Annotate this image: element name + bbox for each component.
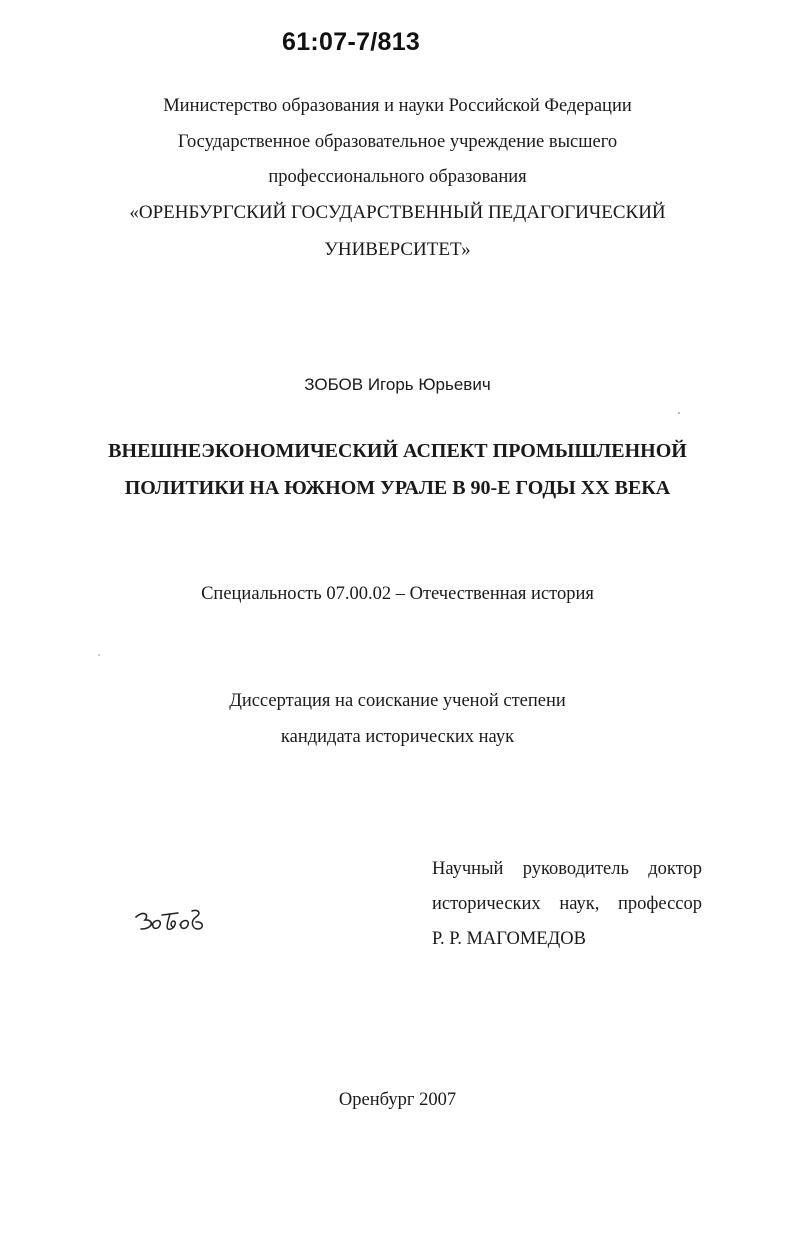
university-name-line-2: УНИВЕРСИТЕТ» (324, 239, 471, 260)
scan-speck (678, 412, 680, 414)
degree-line-1: Диссертация на соискание ученой степени (229, 691, 566, 711)
dissertation-title-line-1: ВНЕШНЕЭКОНОМИЧЕСКИЙ АСПЕКТ ПРОМЫШЛЕННОЙ (108, 440, 687, 462)
author-name: ЗОБОВ Игорь Юрьевич (304, 375, 491, 394)
institution-type-line: Государственное образовательное учреждение высшего (177, 132, 618, 152)
dissertation-title-line-2: ПОЛИТИКИ НА ЮЖНОМ УРАЛЕ В 90-Е ГОДЫ XX ВЕКА (124, 477, 671, 499)
city-year: Оренбург 2007 (338, 1090, 457, 1110)
supervisor-line-1: Научный руководитель доктор (432, 859, 702, 879)
library-stamp-number: 61:07-7/813 (282, 28, 421, 56)
university-name-line: «ОРЕНБУРГСКИЙ ГОСУДАРСТВЕННЫЙ ПЕДАГОГИЧЕСКИЙ (129, 202, 666, 223)
supervisor-name: Р. Р. МАГОМЕДОВ (432, 929, 586, 949)
institution-type-line-2: профессионального образования (268, 167, 527, 187)
supervisor-line-2: исторических наук, профессор (432, 894, 702, 914)
handwritten-signature (132, 903, 212, 943)
scan-speck (98, 654, 100, 656)
specialty-line: Специальность 07.00.02 – Отечественная история (201, 584, 594, 604)
ministry-line: Министерство образования и науки Российской Федерации (163, 96, 632, 116)
degree-line-2: кандидата исторических наук (280, 727, 515, 747)
